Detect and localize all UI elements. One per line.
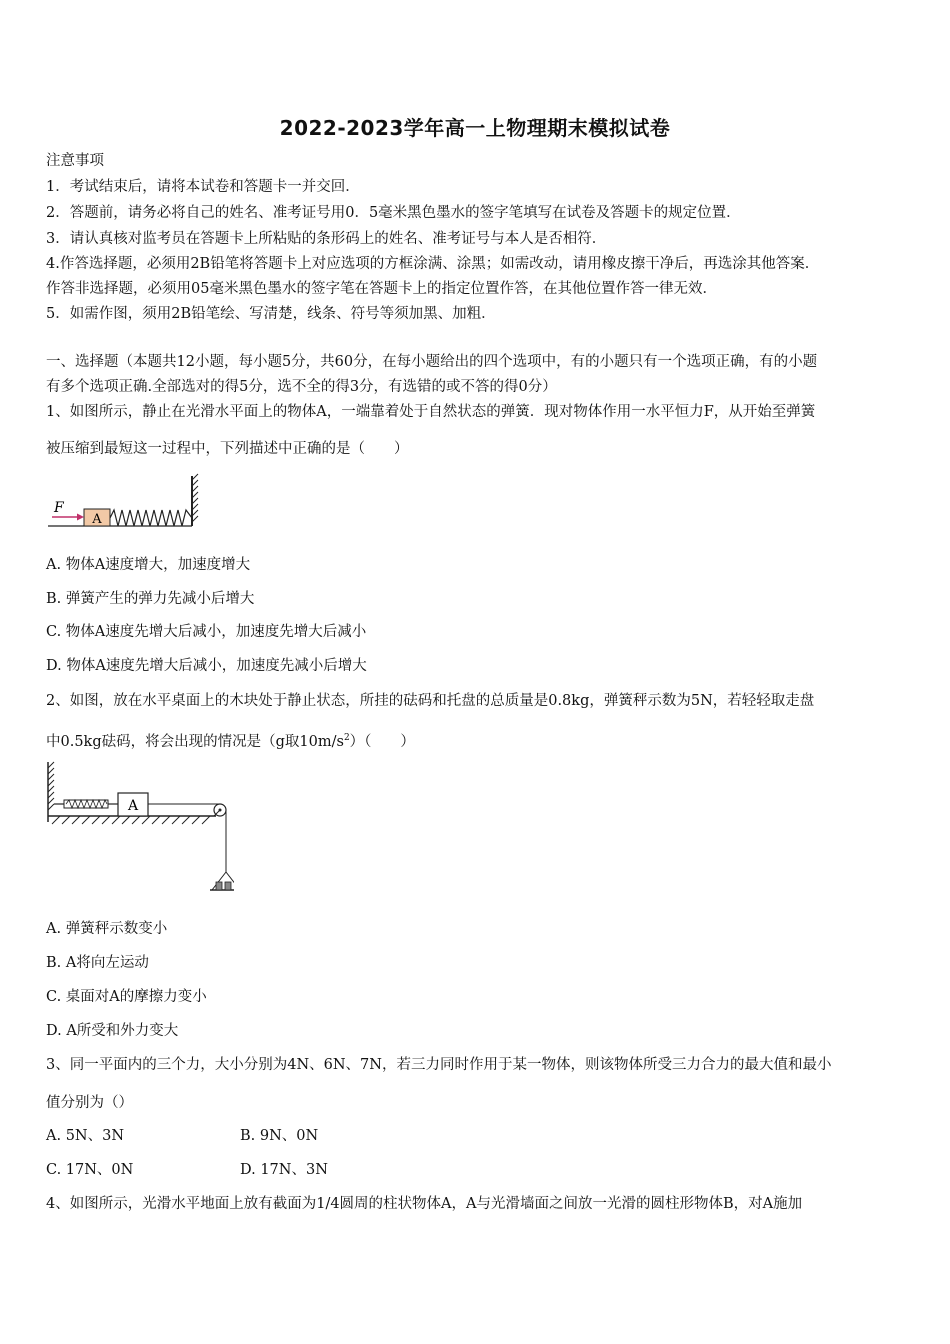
figure-spring-block [46,470,206,532]
question-1-text-cont: 被压缩到最短这一过程中，下列描述中正确的是（ ） [46,441,409,457]
q1-option-c: C. 物体A速度先增大后减小，加速度先增大后减小 [46,624,367,640]
q2-option-d: D. A所受和外力变大 [46,1023,179,1039]
notice-item: 2．答题前，请务必将自己的姓名、准考证号用0．5毫米黑色墨水的签字笔填写在试卷及答题卡的规定位置． [46,205,741,221]
q1-option-d: D. 物体A速度先增大后减小，加速度先减小后增大 [46,658,367,674]
q3-option-b: B. 9N、0N [240,1128,319,1144]
q1-option-a: A. 物体A速度增大，加速度增大 [46,557,251,573]
q2-text-part: 中0.5kg砝码，将会出现的情况是（g取10m/s [46,733,344,750]
q2-superscript: 2 [343,733,350,743]
page-title: 2022-2023学年高一上物理期末模拟试卷 [279,116,671,140]
notice-item: 5．如需作图，须用2B铅笔绘、写清楚，线条、符号等须加黑、加粗． [46,306,496,322]
question-4-text: 4、如图所示，光滑水平地面上放有截面为1/4圆周的柱状物体A，A与光滑墙面之间放一光滑的圆柱形物体B，对A施加 [46,1196,803,1212]
q2-option-b: B. A将向左运动 [46,955,149,971]
question-1-text: 1、如图所示，静止在光滑水平面上的物体A，一端靠着处于自然状态的弹簧．现对物体作用一水平恒力F，从开始至弹簧 [46,404,816,420]
notice-item: 作答非选择题，必须用05毫米黑色墨水的签字笔在答题卡上的指定位置作答，在其他位置作答一律无效． [46,281,717,297]
question-3-text: 3、同一平面内的三个力，大小分别为4N、6N、7N，若三力同时作用于某一物体，则该物体所受三力合力的最大值和最小 [46,1057,832,1073]
q2-text-part: ）（ ） [349,733,415,750]
q3-option-a: A. 5N、3N [46,1128,125,1144]
q1-option-b: B. 弹簧产生的弹力先减小后增大 [46,591,255,607]
q3-option-c: C. 17N、0N [46,1162,134,1178]
figure-block-label: A [127,798,139,814]
q2-option-a: A. 弹簧秤示数变小 [46,921,168,937]
q2-option-c: C. 桌面对A的摩擦力变小 [46,989,207,1005]
figure-table-pulley [44,760,234,900]
question-2-text-cont [46,728,415,752]
question-2-text: 2、如图，放在水平桌面上的木块处于静止状态，所挂的砝码和托盘的总质量是0.8kg，弹簧秤示数为5N，若轻轻取走盘 [46,693,815,709]
question-3-text-cont: 值分别为（） [46,1095,133,1111]
figure-force-label: F [54,500,64,516]
notice-heading: 注意事项 [46,153,104,169]
notice-item: 4.作答选择题，必须用2B铅笔将答题卡上对应选项的方框涂满、涂黑；如需改动，请用橡皮擦干净后，再选涂其他答案． [46,256,820,272]
section-heading: 一、选择题（本题共12小题，每小题5分，共60分，在每小题给出的四个选项中，有的小题只有一个选项正确，有的小题 [46,354,818,370]
q3-option-d: D. 17N、3N [240,1162,328,1178]
figure-block-label: A [92,512,102,527]
section-heading-cont: 有多个选项正确.全部选对的得5分，选不全的得3分，有选错的或不答的得0分） [46,379,557,395]
notice-item: 1．考试结束后，请将本试卷和答题卡一并交回． [46,179,360,195]
notice-item: 3．请认真核对监考员在答题卡上所粘贴的条形码上的姓名、准考证号与本人是否相符． [46,231,607,247]
